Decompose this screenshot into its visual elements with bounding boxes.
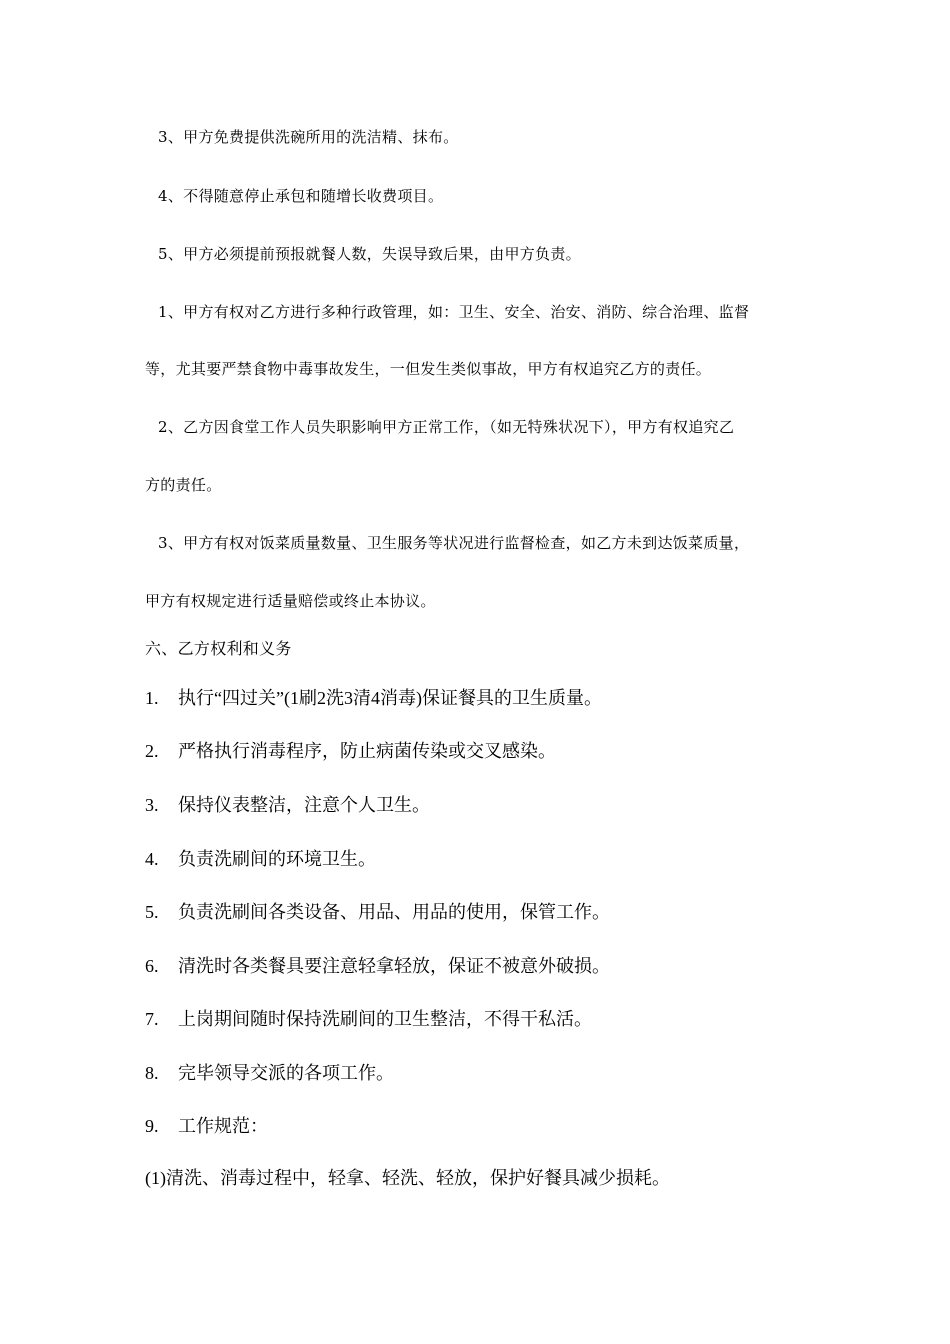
list-item-number: 3. xyxy=(145,795,159,815)
list-item-number: 1. xyxy=(145,688,159,708)
list-item-text: 严格执行消毒程序，防止病菌传染或交叉感染。 xyxy=(178,741,556,761)
paragraph-obligation-3: 3、甲方免费提供洗碗所用的洗洁精、抹布。 xyxy=(158,128,459,146)
list-item-number: 4. xyxy=(145,849,159,869)
section-heading: 六、乙方权利和义务 xyxy=(145,639,292,658)
list-item xyxy=(145,737,556,763)
sub-list-item: (1)清洗、消毒过程中，轻拿、轻洗、轻放，保护好餐具减少损耗。 xyxy=(145,1168,670,1188)
list-item xyxy=(145,1112,268,1138)
list-item xyxy=(145,1005,592,1031)
paragraph-obligation-4: 4、不得随意停止承包和随增长收费项目。 xyxy=(158,187,444,205)
list-item-number: 6. xyxy=(145,956,159,976)
list-item-text: 工作规范： xyxy=(178,1116,268,1136)
list-item-text: 保持仪表整洁，注意个人卫生。 xyxy=(178,795,430,815)
list-item xyxy=(145,898,610,924)
list-item-number: 5. xyxy=(145,902,159,922)
list-item-text: 执行“四过关”(1刷2洗3清4消毒)保证餐具的卫生质量。 xyxy=(178,688,602,708)
paragraph-obligation-5: 5、甲方必须提前预报就餐人数，失误导致后果，由甲方负责。 xyxy=(158,245,581,263)
list-item-text: 完毕领导交派的各项工作。 xyxy=(178,1063,394,1083)
paragraph-right-3-continuation: 甲方有权规定进行适量赔偿或终止本协议。 xyxy=(145,592,436,610)
paragraph-right-3: 3、甲方有权对饭菜质量数量、卫生服务等状况进行监督检查，如乙方未到达饭菜质量， xyxy=(158,534,750,552)
list-item-number: 7. xyxy=(145,1009,159,1029)
paragraph-right-2: 2、乙方因食堂工作人员失职影响甲方正常工作，（如无特殊状况下），甲方有权追究乙 xyxy=(158,418,735,436)
paragraph-right-1-continuation: 等，尤其要严禁食物中毒事故发生，一但发生类似事故，甲方有权追究乙方的责任。 xyxy=(145,360,712,378)
list-item-text: 负责洗刷间各类设备、用品、用品的使用，保管工作。 xyxy=(178,902,610,922)
list-item-number: 9. xyxy=(145,1116,159,1136)
list-item xyxy=(145,684,602,710)
list-item-text: 上岗期间随时保持洗刷间的卫生整洁，不得干私活。 xyxy=(178,1009,592,1029)
paragraph-right-1: 1、甲方有权对乙方进行多种行政管理，如：卫生、安全、治安、消防、综合治理、监督 xyxy=(158,303,750,321)
list-item-number: 2. xyxy=(145,741,159,761)
list-item xyxy=(145,845,376,871)
paragraph-right-2-continuation: 方的责任。 xyxy=(145,476,222,494)
list-item xyxy=(145,1059,394,1085)
list-item-text: 清洗时各类餐具要注意轻拿轻放，保证不被意外破损。 xyxy=(178,956,610,976)
list-item-number: 8. xyxy=(145,1063,159,1083)
list-item xyxy=(145,791,430,817)
list-item-text: 负责洗刷间的环境卫生。 xyxy=(178,849,376,869)
list-item xyxy=(145,952,610,978)
